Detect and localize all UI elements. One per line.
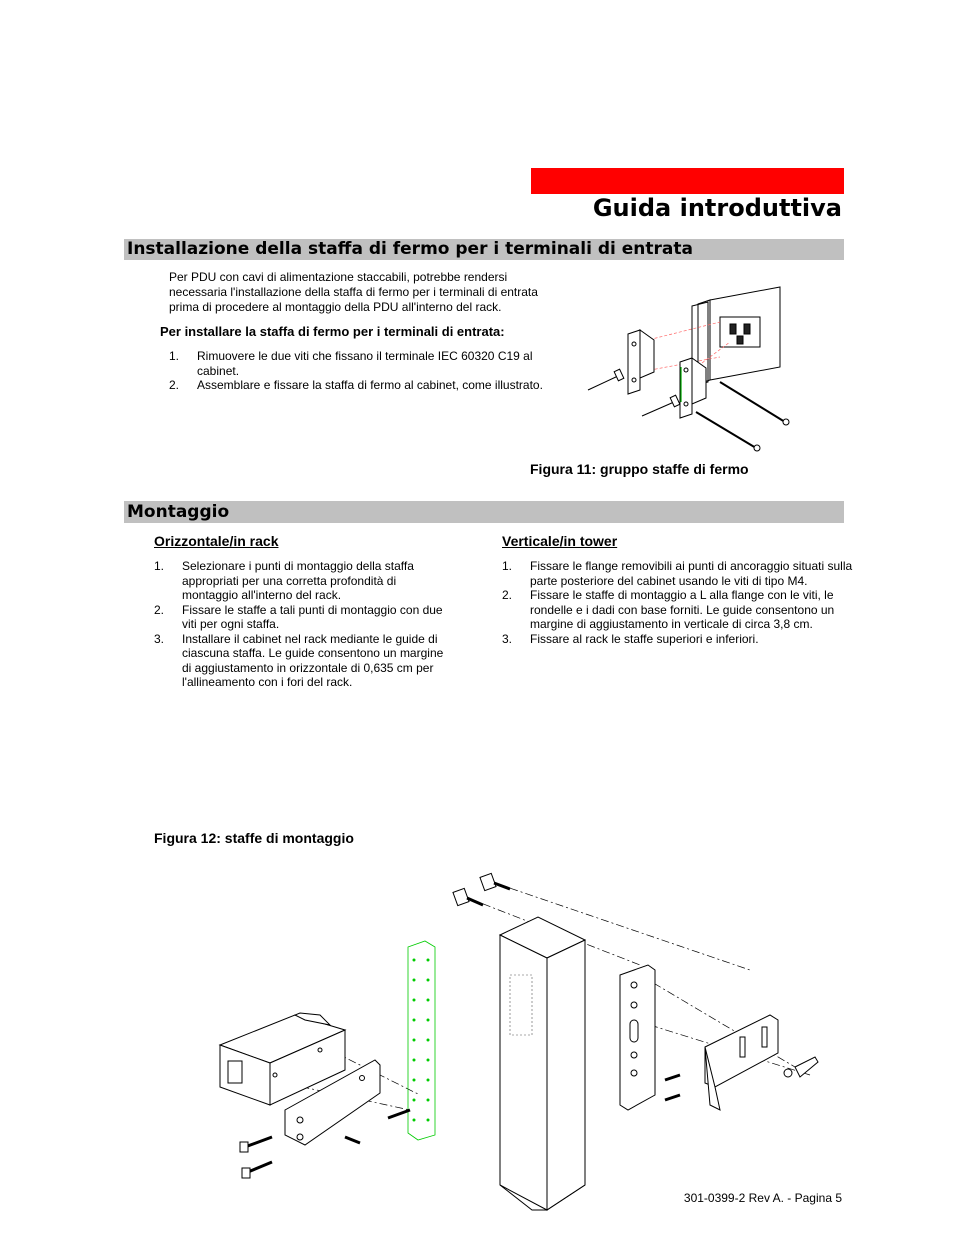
list-item: 2. Fissare le staffe di montaggio a L alla flange con le viti, le rondelle e i dadi con base forniti. Le guide consentono un margine di aggiustamento in verticale di circa 3,8 cm.: [502, 588, 835, 631]
page-title: Guida introduttiva: [592, 194, 842, 222]
list-item: 1. Fissare le flange removibili ai punti di ancoraggio situati sulla parte posteriore del cabinet usando le viti di tipo M4.: [502, 559, 853, 588]
list-item: 3. Fissare al rack le staffe superiori e inferiori.: [502, 631, 759, 646]
list-item: 2. Assemblare e fissare la staffa di fermo al cabinet, come illustrato.: [169, 378, 543, 392]
procedure-subheading: Per installare la staffa di fermo per i terminali di entrata:: [160, 324, 505, 339]
list-item: 2. Fissare le staffe a tali punti di montaggio con due viti per ogni staffa.: [154, 602, 443, 631]
horizontal-mount-steps: [154, 559, 454, 690]
horizontal-rack-heading: Orizzontale/in rack: [154, 533, 279, 549]
page-footer: 301-0399-2 Rev A. - Pagina 5: [683, 1191, 842, 1205]
figure-12-illustration: [210, 865, 830, 1220]
vertical-tower-heading: Verticale/in tower: [502, 533, 618, 549]
section-heading-mounting: Montaggio: [124, 501, 844, 523]
figure-12-caption: Figura 12: staffe di montaggio: [154, 830, 354, 846]
list-item: 1. Selezionare i punti di montaggio della staffa appropriati per una corretta profondità di montaggio all'interno del rack.: [154, 559, 414, 602]
figure-11-illustration: [580, 282, 800, 457]
figure-11-caption: Figura 11: gruppo staffe di fermo: [530, 461, 749, 477]
list-item: 3. Installare il cabinet nel rack mediante le guide di ciascuna staffa. Le guide consentono un margine di aggiustamento in orizzontale di 0,635 cm per l'allineamento con i fori del rack.: [154, 631, 444, 689]
list-item: 1. Rimuovere le due viti che fissano il terminale IEC 60320 C19 al cabinet.: [169, 349, 533, 378]
section-heading-retaining-bracket: Installazione della staffa di fermo per i terminali di entrata: [124, 239, 844, 260]
intro-paragraph: Per PDU con cavi di alimentazione staccabili, potrebbe rendersi necessaria l'installazione della staffa di fermo per i terminali di entrata prima di procedere al montaggio della PDU all'interno del rack.: [169, 270, 538, 314]
header-accent-bar: [531, 168, 844, 194]
retaining-bracket-steps: [169, 349, 559, 393]
vertical-mount-steps: [502, 559, 874, 646]
